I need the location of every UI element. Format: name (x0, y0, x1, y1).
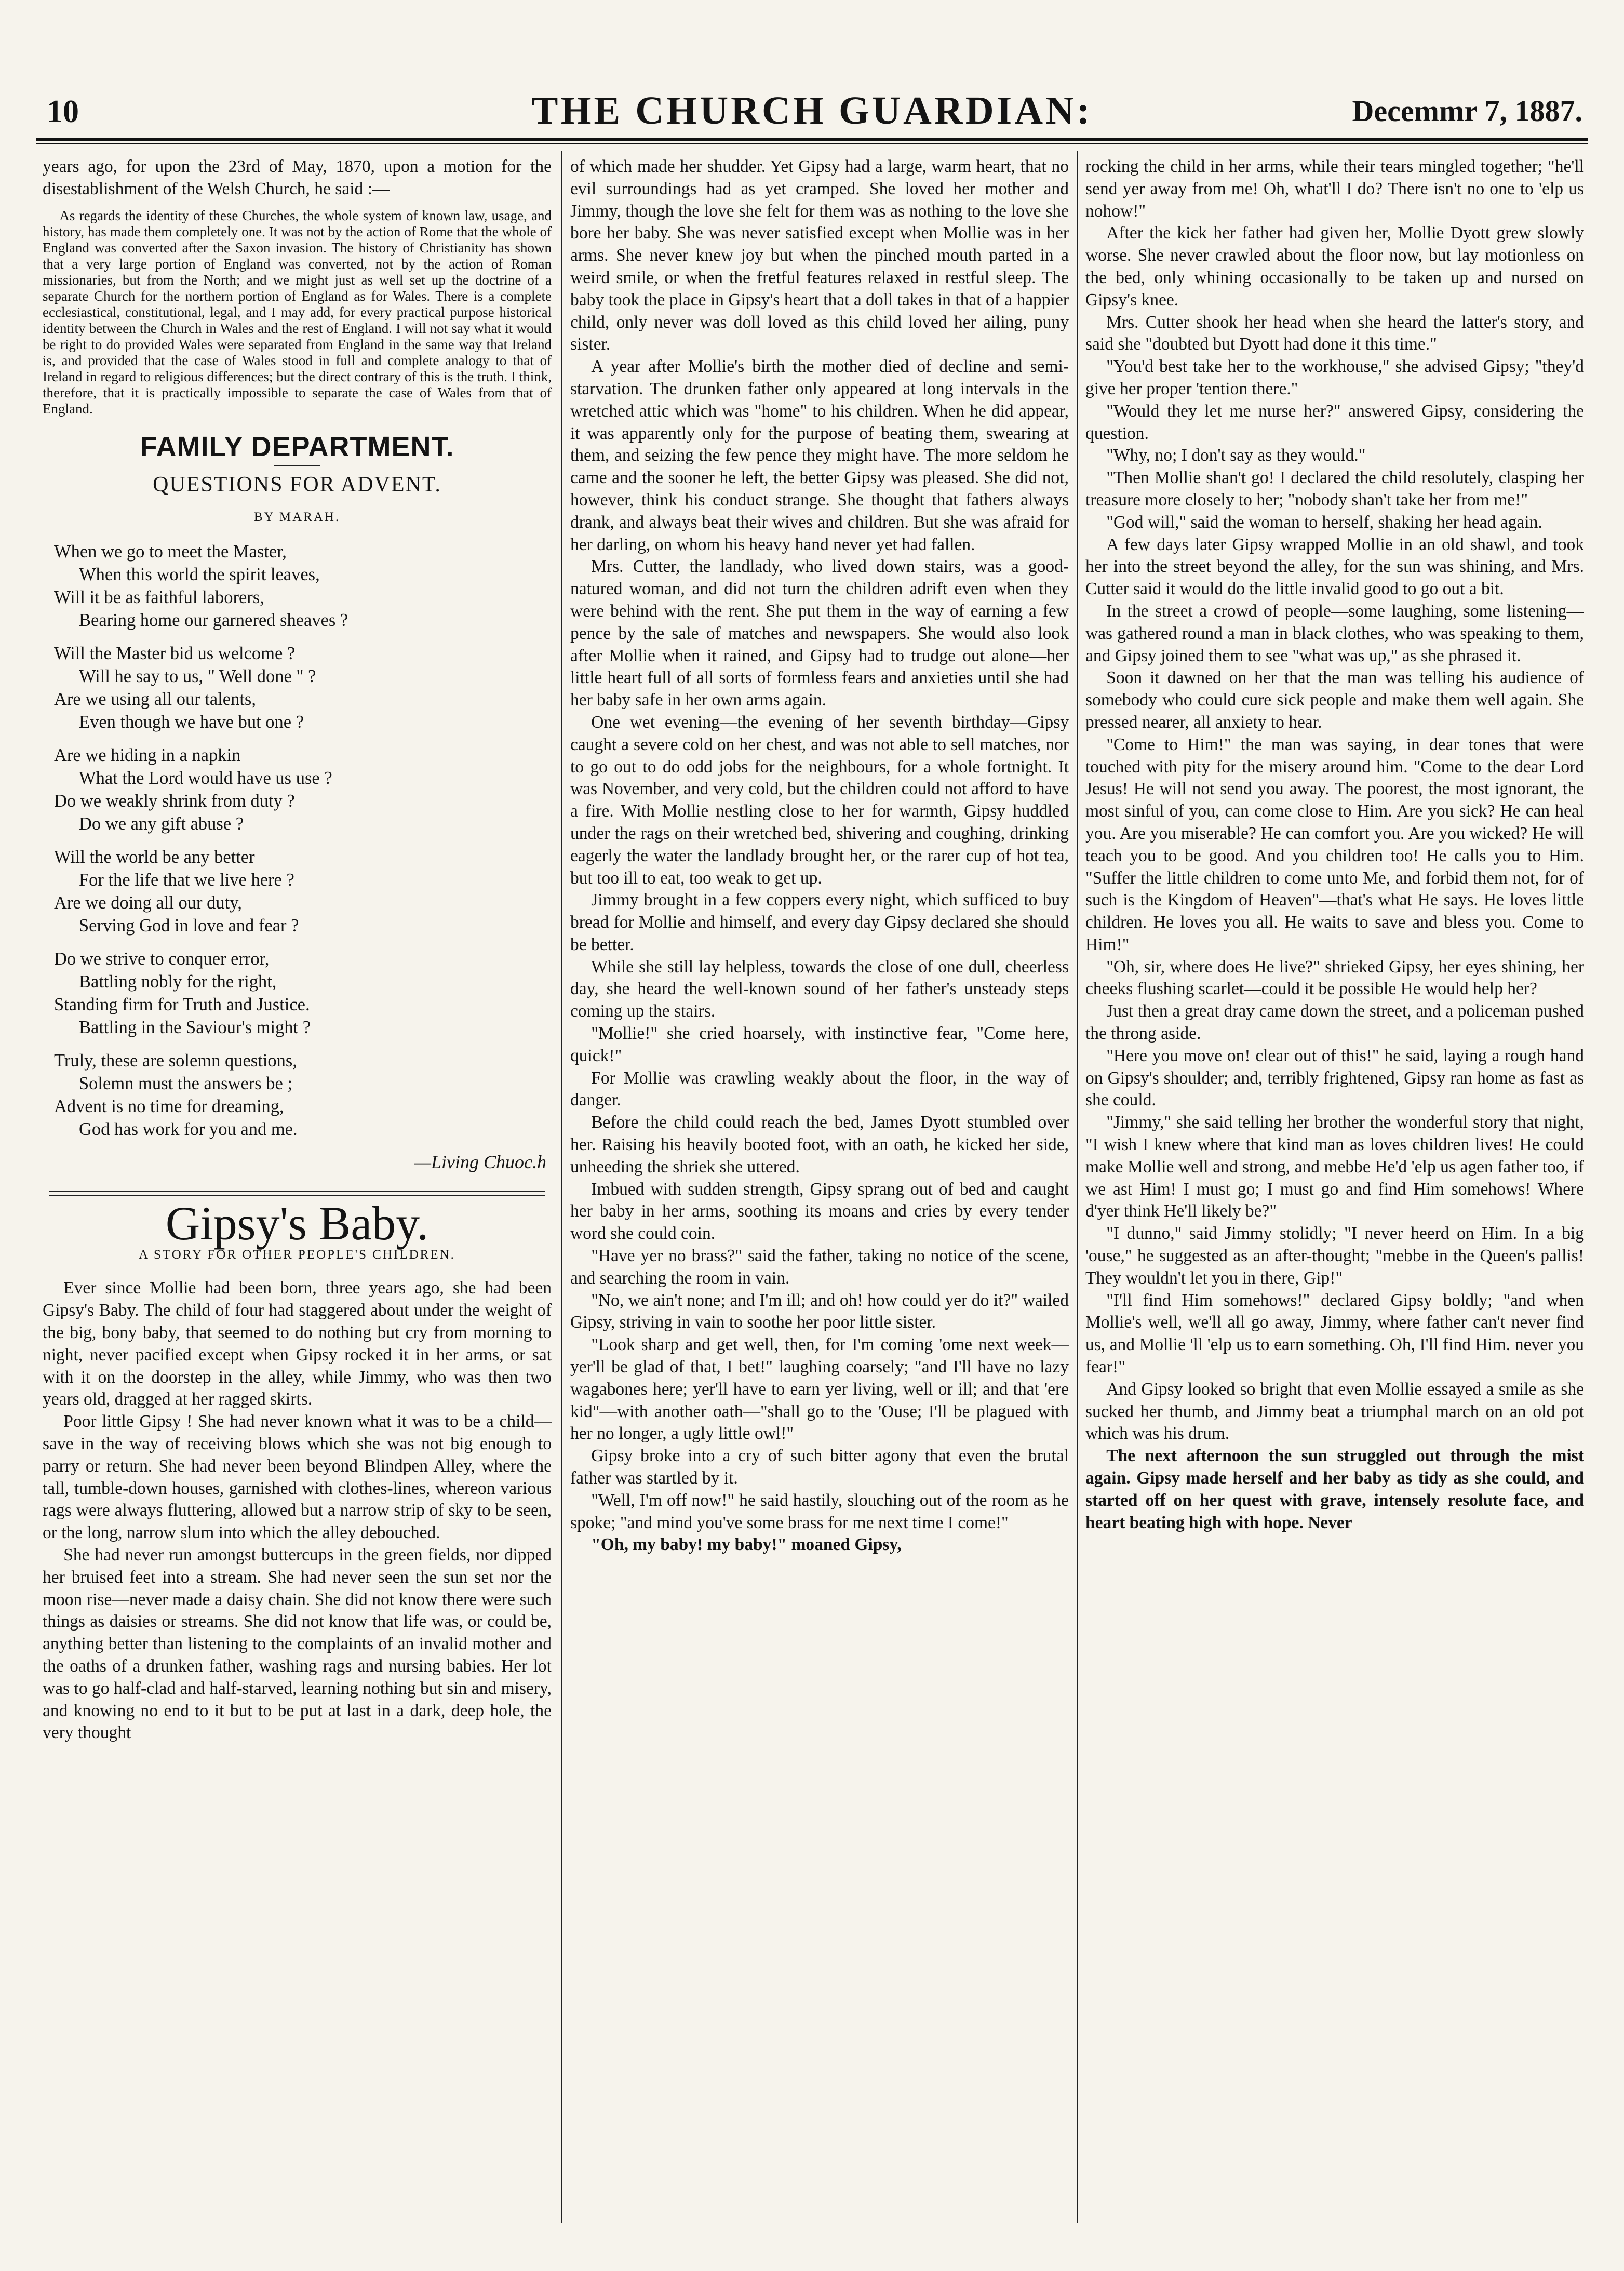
story-paragraph: Before the child could reach the bed, James Dyott stumbled over her. Raising his heavily booted foot, with an oath, he kicked her side, unheeding the shriek she uttered. (570, 1113, 1069, 1177)
stanza (54, 744, 552, 835)
poem-line: Are we using all our talents, (54, 689, 256, 709)
poem-line: Will the world be any better (54, 847, 255, 867)
poem-title: QUESTIONS FOR ADVENT. (153, 473, 441, 497)
poem-line: Serving God in love and fear ? (79, 915, 299, 936)
story-paragraph: "No, we ain't none; and I'm ill; and oh! how could yer do it?" wailed Gipsy, striving in vain to soothe her poor little sister. (570, 1290, 1069, 1332)
poem-line: What the Lord would have us use ? (79, 768, 332, 788)
story-paragraph: Mrs. Cutter, the landlady, who lived down stairs, was a good-natured woman, and did not turn the children adrift even when they were behind with the rent. She put them in the way of earning a few pence by the sale of matches and newspapers. She would also look after Mollie when it rained, and Gipsy had to trudge out alone—her little heart full of all sorts of formless fears and anxieties until she had her baby safe in her own arms again. (570, 557, 1069, 710)
divider (274, 465, 320, 466)
stanza (54, 1049, 552, 1141)
poem-line: Do we any gift abuse ? (79, 813, 244, 834)
stanza (54, 947, 552, 1039)
story-paragraph: "Look sharp and get well, then, for I'm coming 'ome next week—yer'll be glad of that, I bet!" laughing coarsely; "and I'll have no lazy wagabones here; yer'll have to earn yer living, well or ill; and that 'ere kid"—with another oath—"shall go to the 'Ouse; I'll be plagued with her no longer, a ugly little owl!" (570, 1335, 1069, 1444)
block-quote (43, 208, 552, 417)
story-paragraph: A year after Mollie's birth the mother died of decline and semi-starvation. The drunken father only appeared at long intervals in the wretched attic which was "home" to his children. When he did appear, it was apparently only for the purpose of beating them, swearing at them, and seizing the few pence they might have. The more seldom he came and the sooner he left, the better Gipsy was pleased. She did not, however, think his conduct strange. She thought that fathers always drank, and always beat their wives and children. But she was afraid for her darling, on whom his heavy hand never yet had fallen. (570, 357, 1069, 554)
story-paragraph: While she still lay helpless, towards the close of one dull, cheerless day, she heard the well-known sound of her father's unsteady steps coming up the stairs. (570, 957, 1069, 1021)
story-paragraph: "Have yer no brass?" said the father, taking no notice of the scene, and searching the room in vain. (570, 1246, 1069, 1288)
story-paragraph: "Oh, my baby! my baby!" moaned Gipsy, (591, 1535, 902, 1555)
poem-line: When we go to meet the Master, (54, 541, 287, 562)
poem-line: Bearing home our garnered sheaves ? (79, 610, 348, 630)
story-paragraph: She had never run amongst buttercups in the green fields, nor dipped her bruised feet into a stream. She had never seen the sun set nor the moon rise—never made a daisy chain. She did not know there were such things as daisies or streams. She did not know that life was, or could be, anything better than listening to the complaints of an invalid mother and the oaths of a drunken father, washing rags and nursing babies. Her lot was to go half-clad and half-starved, learning nothing but sin and misery, and knowing no end to it but to be put at last in a dark, deep hole, the very thought (43, 1545, 552, 1743)
story-paragraph: Poor little Gipsy ! She had never known what it was to be a child—save in the way of receiving blows which she was not big enough to parry or return. She had never been beyond Blindpen Alley, where the tall, tumble-down houses, garnished with clothes-lines, whereon various rags were always fluttering, allowed but a narrow strip of sky to be seen, or the long, narrow slum into which the alley debouched. (43, 1412, 552, 1543)
story-paragraph: Soon it dawned on her that the man was telling his audience of somebody who could cure sick people and make them well again. She pressed nearer, all anxiety to hear. (1085, 668, 1584, 732)
story-paragraph: "Come to Him!" the man was saying, in dear tones that were touched with pity for the misery around him. "Come to the dear Lord Jesus! He will not send you away. The poorest, the most ignorant, the most sinful of you, can come close to Him. Are you sick? He can heal you. Are you miserable? He can comfort you. Are you wicked? He will teach you to be good. And you children too! He calls you to Him. "Suffer the little children to come unto Me, and forbid them not, for of such is the Kingdom of Heaven"—that's what He says. He loves little children. He loves you all. He waits to save and bless you. Come to Him!" (1085, 734, 1584, 954)
poem-line: Will it be as faithful laborers, (54, 587, 264, 607)
divider (49, 1191, 545, 1192)
story-title: Gipsy's Baby. (165, 1196, 429, 1250)
stanza (54, 540, 552, 632)
masthead-rule-thin (36, 143, 1588, 144)
story-paragraph: "Mollie!" she cried hoarsely, with instinctive fear, "Come here, quick!" (570, 1024, 1069, 1065)
quote-text: As regards the identity of these Churches, the whole system of known law, usage, and history, has made them completely one. It was not by the action of Rome that the whole of England was converted after the Saxon invasion. The history of Christianity has shown that a very large portion of England was converted, not by the action of Roman missionaries, but from the North; and we might just as well set up the doctrine of a separate Church for the northern portion of England as for Wales. There is a complete ecclesiastical, constitutional, legal, and I may add, for every practical purpose historical identity between the Church in Wales and the rest of England. I will not say what it would be right to do provided Wales were separated from England in the same way that Ireland is, and provided that the case of Wales stood in full and complete analogy to that of Ireland in regard to religious differences; but the direct contrary of this is the truth. I think, therefore, that it is practically impossible to separate the case of Wales from that of England. (43, 207, 552, 417)
poem-byline: BY MARAH. (253, 510, 341, 525)
poem-line: When this world the spirit leaves, (79, 564, 320, 584)
divider (49, 1195, 545, 1196)
article-text: years ago, for upon the 23rd of May, 1870, upon a motion for the disestablishment of the Welsh Church, he said :— (43, 157, 552, 198)
story-paragraph: "Here you move on! clear out of this!" he said, laying a rough hand on Gipsy's shoulder; and, terribly frightened, Gipsy ran home as fast as she could. (1085, 1046, 1584, 1110)
masthead-rule (36, 138, 1588, 141)
masthead (36, 78, 1588, 145)
stanza (54, 846, 552, 937)
page-number: 10 (47, 94, 79, 129)
issue-date: Decemmr 7, 1887. (1352, 94, 1582, 128)
story-paragraph: "God will," said the woman to herself, shaking her head again. (1106, 512, 1542, 532)
poem-line: Truly, these are solemn questions, (54, 1050, 297, 1071)
poem-line: Will he say to us, " Well done " ? (79, 666, 316, 686)
story-paragraph: "Why, no; I don't say as they would." (1106, 446, 1366, 465)
column-2 (570, 156, 1069, 2228)
column-divider (561, 151, 562, 2223)
newspaper-title: THE CHURCH GUARDIAN: (531, 89, 1093, 132)
poem-line: Will the Master bid us welcome ? (54, 643, 296, 663)
story-paragraph: Ever since Mollie had been born, three years ago, she had been Gipsy's Baby. The child of four had staggered about under the weight of the big, bony baby, that seemed to do nothing but cry from morning to night, never pacified except when Gipsy rocked it in her arms, or sat with it on the doorstep in the alley, while Jimmy, who was then two years old, dragged at her ragged skirts. (43, 1278, 552, 1409)
story-paragraph: "Oh, sir, where does He live?" shrieked Gipsy, her eyes shining, her cheeks flushing scarlet—could it be possible He would help her? (1085, 957, 1584, 999)
poem-line: For the life that we live here ? (79, 870, 294, 890)
column-1 (43, 156, 552, 2228)
story-paragraph: One wet evening—the evening of her seventh birthday—Gipsy caught a severe cold on her chest, and was not able to sell matches, nor to go out to do odd jobs for the neighbours, for a whole fortnight. It was November, and very cold, but the children could not afford to have a fire. With Mollie nestling close to her for warmth, Gipsy huddled under the rags on their wretched bed, shivering and coughing, drinking eagerly the water the landlady brought her, or the rarer cup of hot tea, but too ill to eat, too weak to get up. (570, 712, 1069, 888)
poem-line: Battling in the Saviour's might ? (79, 1017, 311, 1037)
story-paragraph: "I'll find Him somehows!" declared Gipsy boldly; "and when Mollie's well, we'll all go away, Jimmy, where father can't never find us, and Mollie 'll 'elp us to earn something. Oh, I'll find Him. never you fear!" (1085, 1290, 1584, 1377)
story-paragraph: A few days later Gipsy wrapped Mollie in an old shawl, and took her into the street beyond the alley, for the sun was shining, and Mrs. Cutter said it would do the little invalid good to go out a bit. (1085, 535, 1584, 599)
poem-line: Battling nobly for the right, (79, 971, 277, 992)
story-paragraph: of which made her shudder. Yet Gipsy had a large, warm heart, that no evil surroundings had as yet cramped. She loved her mother and Jimmy, though the love she felt for them was as nothing to the love she bore her baby. She was never satisfied except when Mollie was in her arms. She never knew joy but when the pinched mouth parted in a weird smile, or when the fretful features relaxed in restful sleep. The baby took the place in Gipsy's heart that a doll takes in that of a happier child, only never was doll loved as this child loved her ailing, puny sister. (570, 157, 1069, 354)
poem-line: Standing firm for Truth and Justice. (54, 994, 310, 1014)
poem-source: —Living Chuoc.h (414, 1151, 546, 1172)
story-paragraph: After the kick her father had given her, Mollie Dyott grew slowly worse. She never crawled about the floor now, but lay motionless on the bed, only whining occasionally to be taken up and nursed on Gipsy's knee. (1085, 223, 1584, 310)
stanza (54, 642, 552, 733)
poem-line: Are we doing all our duty, (54, 892, 242, 913)
column-3 (1085, 156, 1584, 2228)
section-heading: FAMILY DEPARTMENT. (140, 431, 454, 462)
story-paragraph: The next afternoon the sun struggled out through the mist again. Gipsy made herself and her baby as tidy as she could, and started off on her quest with grave, intensely resolute face, and heart beating high with hope. Never (1085, 1446, 1584, 1532)
poem-line: Are we hiding in a napkin (54, 745, 241, 765)
story-paragraph: "Then Mollie shan't go! I declared the child resolutely, clasping her treasure more closely to her; "nobody shan't take her from me!" (1085, 468, 1584, 510)
story-paragraph: "Would they let me nurse her?" answered Gipsy, considering the question. (1085, 401, 1584, 443)
story-paragraph: "I dunno," said Jimmy stolidly; "I never heerd on Him. In a big 'ouse," he suggested as an after-thought; "mebbe in the Queen's pallis! They wouldn't let you in there, Gip!" (1085, 1224, 1584, 1288)
story-paragraph: Jimmy brought in a few coppers every night, which sufficed to buy bread for Mollie and himself, and every day Gipsy declared she should be better. (570, 890, 1069, 954)
story-paragraph: "Jimmy," she said telling her brother the wonderful story that night, "I wish I knew where that kind man as loves children lives! He could make Mollie well and strong, and mebbe He'd 'elp us agen father too, if we ast Him! I must go; I must go and find Him somehows! Where d'yer think He'll likely be?" (1085, 1113, 1584, 1221)
story-paragraph: Mrs. Cutter shook her head when she heard the latter's story, and said she "doubted but Dyott had done it this time." (1085, 312, 1584, 354)
poem-line: Even though we have but one ? (79, 712, 304, 732)
story-paragraph: "Well, I'm off now!" he said hastily, slouching out of the room as he spoke; "and mind you've some brass for me next time I come!" (570, 1490, 1069, 1532)
poem-line: Solemn must the answers be ; (79, 1073, 293, 1093)
poem (54, 540, 552, 1141)
story-paragraph: "You'd best take her to the workhouse," she advised Gipsy; "they'd give her proper 'tention there." (1085, 357, 1584, 398)
story-paragraph: Imbued with sudden strength, Gipsy sprang out of bed and caught her baby in her arms, soothing its moans and cries by every tender word she could coin. (570, 1179, 1069, 1244)
story-paragraph: Gipsy broke into a cry of such bitter agony that even the brutal father was startled by it. (570, 1446, 1069, 1488)
poem-line: Do we weakly shrink from duty ? (54, 791, 295, 811)
story-subtitle: A STORY FOR OTHER PEOPLE'S CHILDREN. (139, 1247, 455, 1262)
story-paragraph: For Mollie was crawling weakly about the floor, in the way of danger. (570, 1068, 1069, 1110)
poem-line: Do we strive to conquer error, (54, 949, 270, 969)
story-paragraph: And Gipsy looked so bright that even Mollie essayed a smile as she sucked her thumb, and Jimmy beat a triumphal march on an old pot which was his drum. (1085, 1379, 1584, 1444)
story-paragraph: rocking the child in her arms, while their tears mingled together; "he'll send yer away from me! Oh, what'll I do? There isn't no one to 'elp us nohow!" (1085, 157, 1584, 221)
poem-line: Advent is no time for dreaming, (54, 1096, 284, 1116)
story-paragraph: In the street a crowd of people—some laughing, some listening—was gathered round a man in black clothes, who was speaking to them, and Gipsy joined them to see "what was up," as she phrased it. (1085, 601, 1584, 665)
column-divider (1077, 151, 1078, 2223)
story-paragraph: Just then a great dray came down the street, and a policeman pushed the throng aside. (1085, 1001, 1584, 1044)
poem-line: God has work for you and me. (79, 1119, 298, 1139)
